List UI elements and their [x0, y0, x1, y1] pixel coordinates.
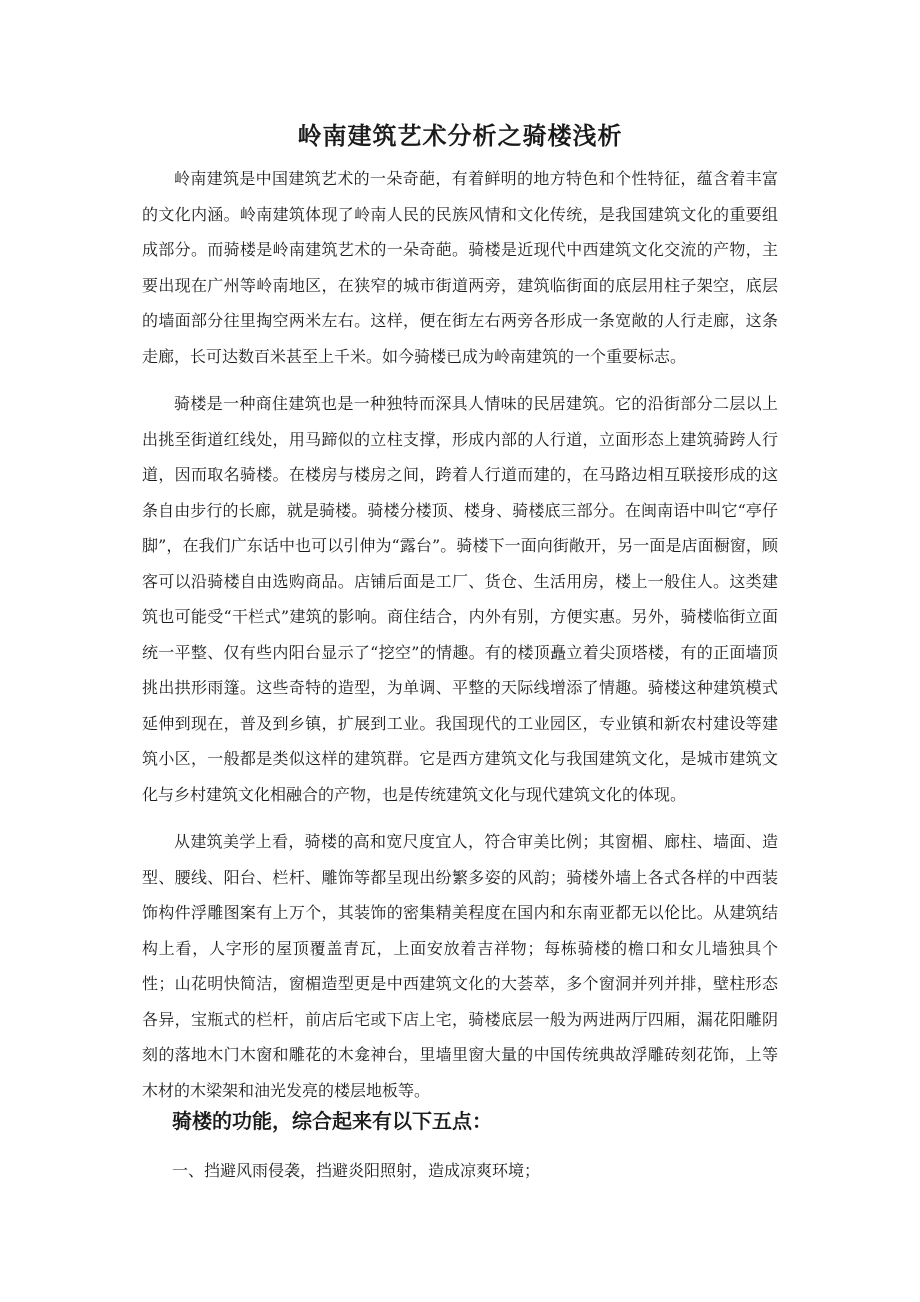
list-item: 一、挡避风雨侵袭，挡避炎阳照射，造成凉爽环境； — [172, 1161, 541, 1180]
paragraph-aesthetics: 从建筑美学上看，骑楼的高和宽尺度宜人，符合审美比例；其窗楣、廊柱、墙面、造型、腰线、阳台、栏杆、雕饰等都呈现出纷繁多姿的风韵；骑楼外墙上各式各样的中西装饰构件浮雕图案有上万个，其装饰的密集精美程度在国内和东南亚都无以伦比。从建筑结构上看，人字形的屋顶覆盖青瓦，上面安放着吉祥物；每栋骑楼的檐口和女儿墙独具个性；山花明快简洁，窗楣造型更是中西建筑文化的大荟萃，多个窗洞并列并排，壁柱形态各异，宝瓶式的栏杆，前店后宅或下店上宅，骑楼底层一般为两进两厅四厢，漏花阳雕阴刻的落地木门木窗和雕花的木龛神台，里墙里窗大量的中国传统典故浮雕砖刻花饰，上等木材的木梁架和油光发亮的楼层地板等。 — [142, 832, 778, 1100]
section-heading-functions: 骑楼的功能，综合起来有以下五点： — [172, 1109, 492, 1133]
paragraph-intro: 岭南建筑是中国建筑艺术的一朵奇葩，有着鲜明的地方特色和个性特征，蕴含着丰富的文化内涵。岭南建筑体现了岭南人民的民族风情和文化传统，是我国建筑文化的重要组成部分。而骑楼是岭南建筑艺术的一朵奇葩。骑楼是近现代中西建筑文化交流的产物，主要出现在广州等岭南地区，在狭窄的城市街道两旁，建筑临街面的底层用柱子架空，底层的墙面部分往里掏空两米左右。这样，便在街左右两旁各形成一条宽敞的人行走廊，这条走廊，长可达数百米甚至上千米。如今骑楼已成为岭南建筑的一个重要标志。 — [142, 169, 778, 366]
paragraph-definition: 骑楼是一种商住建筑也是一种独特而深具人情味的民居建筑。它的沿街部分二层以上出挑至街道红线处，用马蹄似的立柱支撑，形成内部的人行道，立面形态上建筑骑跨人行道，因而取名骑楼。在楼房与楼房之间，跨着人行道而建的，在马路边相互联接形成的这条自由步行的长廊，就是骑楼。骑楼分楼顶、楼身、骑楼底三部分。在闽南语中叫它“亭仔脚”，在我们广东话中也可以引伸为“露台”。骑楼下一面向街敞开，另一面是店面橱窗，顾客可以沿骑楼自由选购商品。店铺后面是工厂、货仓、生活用房，楼上一般住人。这类建筑也可能受“干栏式”建筑的影响。商住结合，内外有别，方便实惠。另外，骑楼临街立面统一平整、仅有些内阳台显示了“挖空”的情趣。有的楼顶矗立着尖顶塔楼，有的正面墙顶挑出拱形雨篷。这些奇特的造型，为单调、平整的天际线增添了情趣。骑楼这种建筑模式延伸到现在，普及到乡镇，扩展到工业。我国现代的工业园区，专业镇和新农村建设等建筑小区，一般都是类似这样的建筑群。它是西方建筑文化与我国建筑文化，是城市建筑文化与乡村建筑文化相融合的产物，也是传统建筑文化与现代建筑文化的体现。 — [142, 394, 778, 804]
functions-list — [172, 1158, 778, 1184]
document-body — [142, 161, 778, 1108]
document-title: 岭南建筑艺术分析之骑楼浅析 — [297, 122, 623, 150]
